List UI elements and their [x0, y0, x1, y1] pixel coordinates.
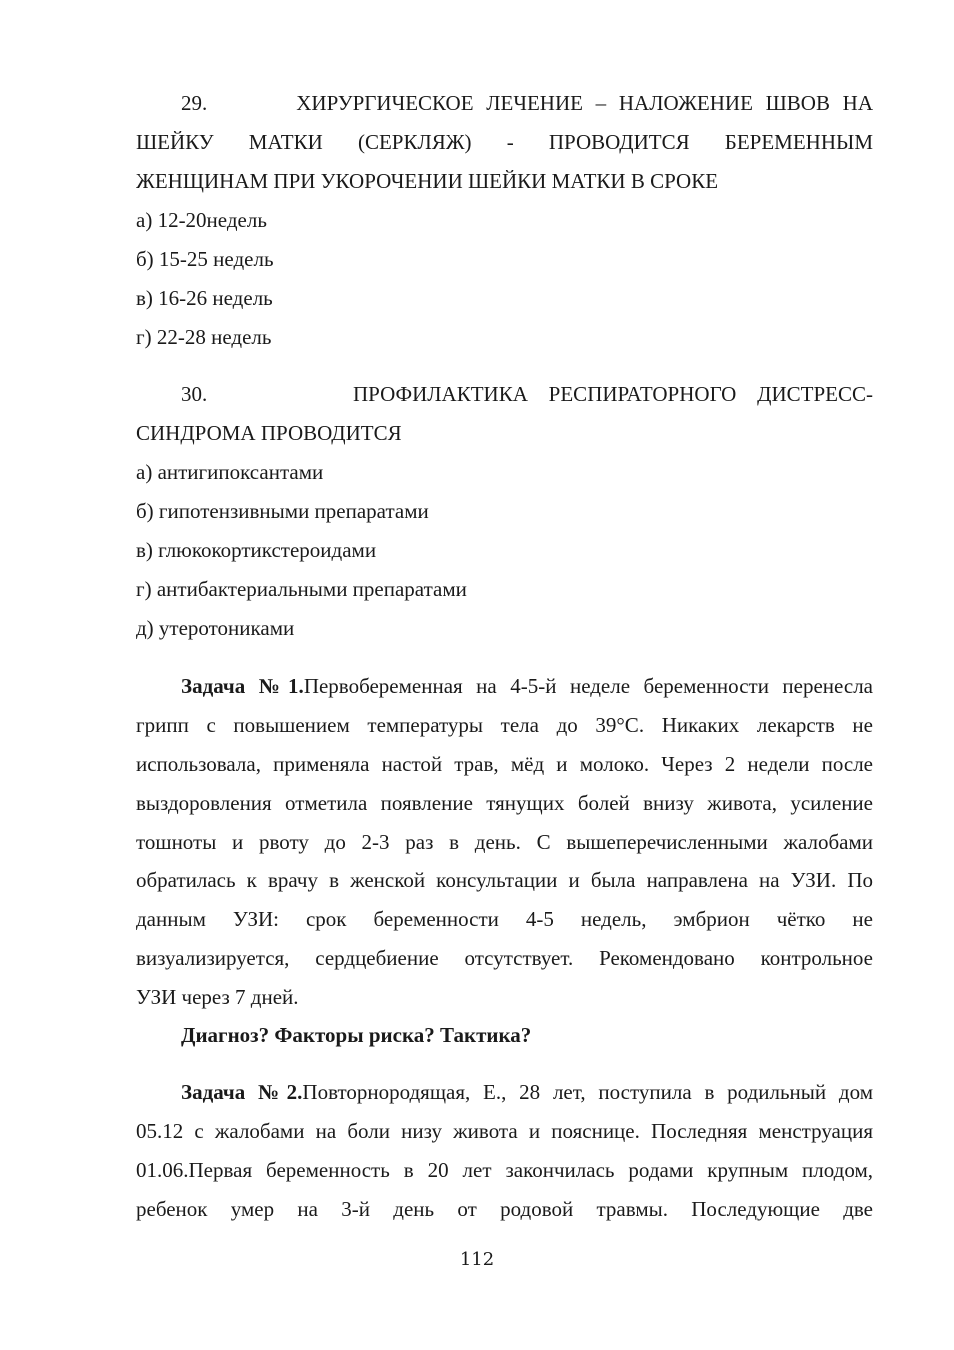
- page-number: 112: [459, 1249, 495, 1270]
- task1-line-5: тошноты и рвоту до 2-3 раз в день. С вышеперечисленными жалобами: [136, 830, 873, 854]
- q29-text-1: ХИРУРГИЧЕСКОЕ ЛЕЧЕНИЕ – НАЛОЖЕНИЕ ШВОВ НА: [296, 91, 874, 115]
- q29-option-d: г) 22-28 недель: [136, 325, 272, 349]
- task2-text-1: Повторнородящая, Е., 28 лет, поступила в родильный дом: [302, 1080, 873, 1104]
- task1-line-9: УЗИ через 7 дней.: [136, 985, 299, 1009]
- task1-line-4: выздоровления отметила появление тянущих болей внизу живота, усиление: [136, 791, 873, 815]
- q30-option-a: а) антигипоксантами: [136, 460, 324, 484]
- q29-line-3: ЖЕНЩИНАМ ПРИ УКОРОЧЕНИИ ШЕЙКИ МАТКИ В СРОКЕ: [136, 169, 719, 193]
- q29-line-2: ШЕЙКУ МАТКИ (СЕРКЛЯЖ) - ПРОВОДИТСЯ БЕРЕМЕННЫМ: [136, 130, 873, 154]
- task2-line-1: [136, 1080, 873, 1104]
- task1-text-1: Первобеременная на 4-5-й неделе беременности перенесла: [303, 674, 874, 698]
- q30-text-1: ПРОФИЛАКТИКА РЕСПИРАТОРНОГО ДИСТРЕСС-: [353, 382, 874, 406]
- q30-option-c: в) глюкокортикстероидами: [136, 538, 377, 562]
- q30-line-1: [136, 375, 873, 414]
- task1-line-2: грипп с повышением температуры тела до 39°С. Никаких лекарств не: [136, 713, 873, 737]
- task2-label: Задача №2.: [181, 1080, 303, 1104]
- q29-option-a: а) 12-20недель: [136, 208, 267, 232]
- q30-option-b: б) гипотензивными препаратами: [136, 499, 429, 523]
- task1-line-7: данным УЗИ: срок беременности 4-5 недель, эмбрион чётко не: [136, 907, 873, 931]
- q30-number: 30.: [181, 382, 208, 406]
- q30-option-d: г) антибактериальными препаратами: [136, 577, 467, 601]
- task1-label: Задача №1.: [181, 674, 304, 698]
- q29-option-c: в) 16-26 недель: [136, 286, 273, 310]
- q29-number: 29.: [181, 91, 208, 115]
- q30-line-2: СИНДРОМА ПРОВОДИТСЯ: [136, 421, 402, 445]
- task2-line-3: 01.06.Первая беременность в 20 лет закончилась родами крупным плодом,: [136, 1158, 873, 1182]
- task2-line-2: 05.12 с жалобами на боли низу живота и пояснице. Последняя менструация: [136, 1119, 873, 1143]
- task1-line-1: [136, 674, 873, 698]
- task1-line-3: использовала, применяла настой трав, мёд и молоко. Через 2 недели после: [136, 752, 873, 776]
- q29-option-b: б) 15-25 недель: [136, 247, 274, 271]
- q29-line-1: [136, 84, 873, 123]
- task1-question-text: Диагноз? Факторы риска? Тактика?: [181, 1023, 532, 1047]
- task1-question: [136, 1023, 873, 1047]
- task2-line-4: ребенок умер на 3-й день от родовой травмы. Последующие две: [136, 1197, 873, 1221]
- task1-line-8: визуализируется, сердцебиение отсутствует. Рекомендовано контрольное: [136, 946, 873, 970]
- q30-option-e: д) утеротониками: [136, 616, 295, 640]
- task1-line-6: обратилась к врачу в женской консультации и была направлена на УЗИ. По: [136, 868, 873, 892]
